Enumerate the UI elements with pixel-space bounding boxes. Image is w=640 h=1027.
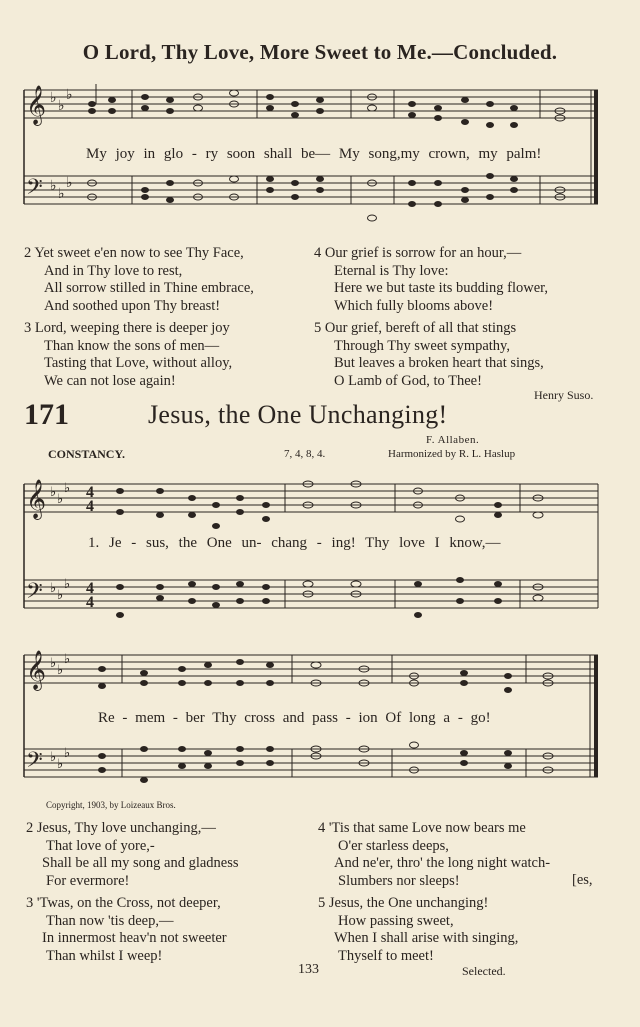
svg-text:♭: ♭ [58, 186, 65, 202]
svg-text:♭: ♭ [50, 750, 57, 765]
svg-text:♭: ♭ [64, 481, 71, 496]
svg-text:♭: ♭ [66, 87, 73, 103]
svg-text:𝄢: 𝄢 [26, 748, 43, 778]
lyric-line-2: Re - mem - ber Thy cross and pass - ion Of long a - go! [98, 710, 491, 726]
svg-text:♭: ♭ [64, 577, 71, 592]
meter: 7, 4, 8, 4. [284, 448, 326, 460]
svg-text:♭: ♭ [50, 178, 57, 194]
svg-text:𝄢: 𝄢 [26, 175, 43, 205]
verse-2: 2 Jesus, Thy love unchanging,— That love of yore,- Shall be all my song and gladness For evermore! [26, 820, 239, 889]
svg-text:♭: ♭ [57, 663, 64, 678]
svg-text:𝄢: 𝄢 [26, 579, 43, 609]
svg-text:4: 4 [86, 498, 94, 515]
hymn-title: Jesus, the One Unchanging! [148, 400, 448, 429]
hymn-prev-title: O Lord, Thy Love, More Sweet to Me.—Concluded. [82, 40, 558, 64]
svg-text:4: 4 [86, 580, 94, 597]
svg-text:♭: ♭ [50, 656, 57, 671]
svg-text:♭: ♭ [57, 757, 64, 772]
svg-text:♭: ♭ [64, 746, 71, 761]
prev-verse-2: 2 Yet sweet e'en now to see Thy Face, And in Thy love to rest, All sorrow stilled in Thine embrace, And soothed upon Thy breast! [24, 245, 254, 314]
prev-verse-3: 3 Lord, weeping there is deeper joy Than know the sons of men— Tasting that Love, without alloy, We can not lose again! [24, 320, 233, 389]
lyric-line-1: 1. Je - sus, the One un- chang - ing! Thy love I know,— [88, 535, 501, 551]
page-number: 133 [298, 962, 319, 977]
prev-author: Henry Suso. [534, 388, 594, 402]
tune-name: CONSTANCY. [48, 447, 126, 461]
svg-text:𝄞: 𝄞 [26, 479, 47, 519]
copyright: Copyright, 1903, by Loizeaux Bros. [46, 800, 176, 810]
svg-text:𝄞: 𝄞 [26, 85, 47, 125]
svg-text:♭: ♭ [66, 175, 73, 191]
svg-text:♭: ♭ [64, 652, 71, 667]
lyric-line-prev: My joy in glo - ry soon shall be— My song,my crown, my palm! [86, 146, 542, 162]
verse-4: 4 'Tis that same Love now bears me O'er starless deeps, And ne'er, thro' the long night watch- Slumbers nor sleeps! [318, 820, 551, 889]
svg-text:4: 4 [86, 594, 94, 611]
svg-text:♭: ♭ [57, 588, 64, 603]
prev-verse-4: 4 Our grief is sorrow for an hour,— Eternal is Thy love: Here we but taste its budding flower, Which fully blooms above! [314, 245, 549, 314]
svg-text:♭: ♭ [58, 98, 65, 114]
verse-5: 5 Jesus, the One unchanging! How passing sweet, When I shall arise with singing, Thyself to meet! [318, 895, 519, 964]
hymn-number: 171 [24, 398, 69, 431]
svg-text:♭: ♭ [50, 485, 57, 500]
time-sig-top: 4 [86, 484, 94, 501]
verse-4-wrap: [es, [572, 872, 593, 888]
svg-text:♭: ♭ [50, 90, 57, 106]
music-system-2 [20, 470, 602, 640]
composer: F. Allaben. [426, 434, 480, 446]
svg-text:♭: ♭ [50, 581, 57, 596]
verse-3: 3 'Twas, on the Cross, not deeper, Than now 'tis deep,— In innermost heav'n not sweeter Than whilst I weep! [26, 895, 227, 964]
prev-verse-5: 5 Our grief, bereft of all that stings Through Thy sweet sympathy, But leaves a broken heart that sings, O Lamb of God, to Thee! [314, 320, 544, 389]
svg-text:♭: ♭ [57, 492, 64, 507]
svg-text:𝄞: 𝄞 [26, 650, 47, 690]
harmonizer: Harmonized by R. L. Haslup [388, 448, 516, 460]
attribution: Selected. [462, 964, 506, 978]
